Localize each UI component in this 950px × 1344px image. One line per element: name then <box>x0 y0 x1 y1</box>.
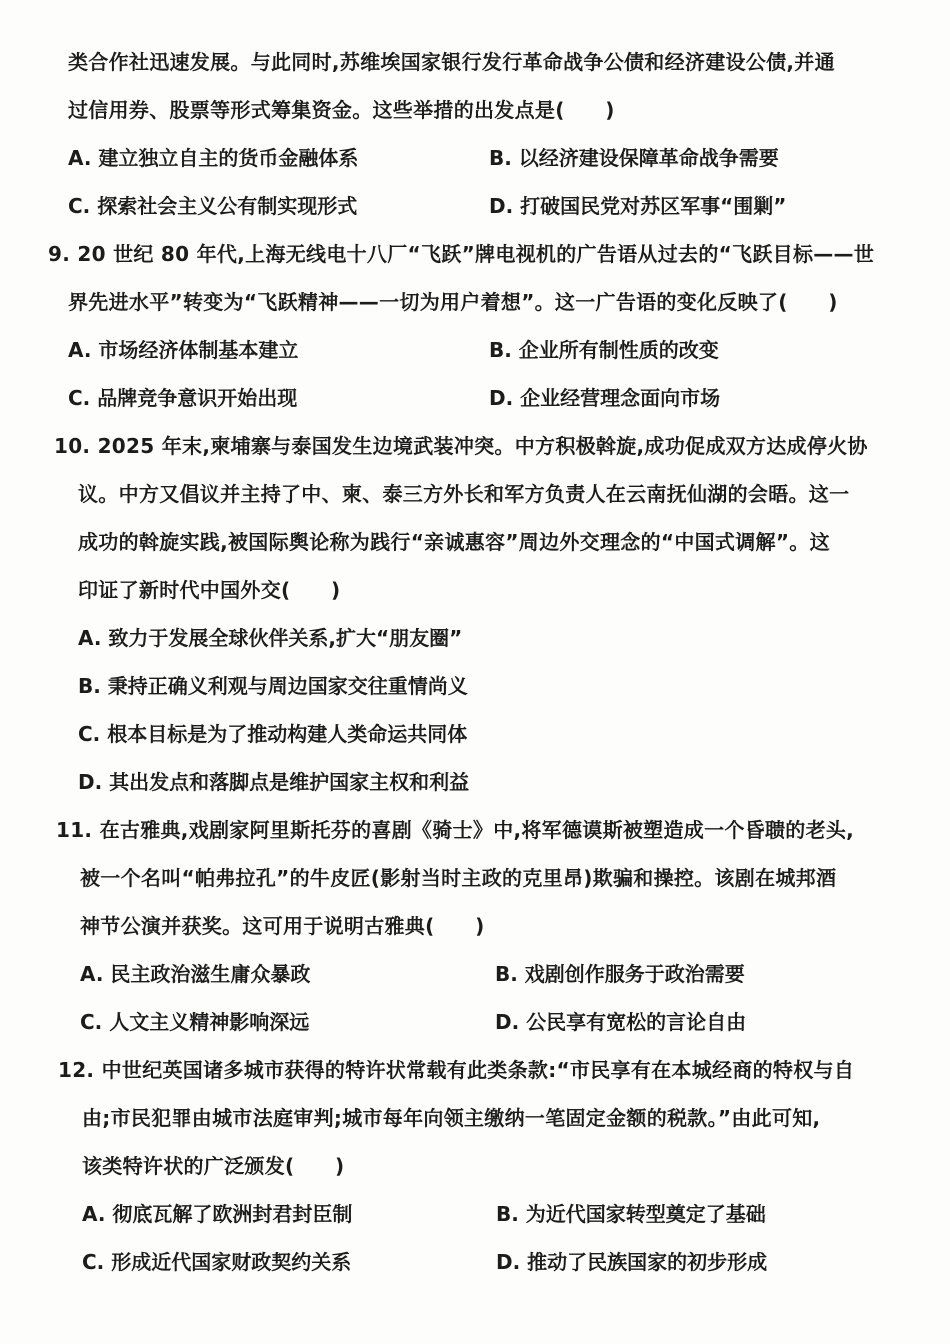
question-10-option-a: A. 致力于发展全球伙伴关系,扩大“朋友圈” <box>78 626 463 650</box>
question-11-options-row-2 <box>56 1010 910 1058</box>
question-12-stem-line-2: 由;市民犯罪由城市法庭审判;城市每年向领主缴纳一笔固定金额的税款。”由此可知, <box>82 1106 821 1130</box>
question-10 <box>54 434 910 818</box>
question-9-stem-line-1: 9. 20 世纪 80 年代,上海无线电十八厂“飞跃”牌电视机的广告语从过去的“飞跃目标——世 <box>48 242 875 266</box>
question-11-option-c: C. 人文主义精神影响深远 <box>80 1010 310 1034</box>
question-10-option-c: C. 根本目标是为了推动构建人类命运共同体 <box>78 722 468 746</box>
question-11-stem-line-1: 11. 在古雅典,戏剧家阿里斯托芬的喜剧《骑士》中,将军德谟斯被塑造成一个昏聩的老头, <box>56 818 855 842</box>
question-10-option-d: D. 其出发点和落脚点是维护国家主权和利益 <box>78 770 470 794</box>
question-12-option-d: D. 推动了民族国家的初步形成 <box>496 1250 768 1274</box>
question-11-option-a: A. 民主政治滋生庸众暴政 <box>80 962 311 986</box>
question-12-option-a: A. 彻底瓦解了欧洲封君封臣制 <box>82 1202 353 1226</box>
question-10-stem-line-4: 印证了新时代中国外交( ) <box>78 578 341 602</box>
question-8-options-row-2 <box>68 194 910 242</box>
question-8-stem-line-1: 类合作社迅速发展。与此同时,苏维埃国家银行发行革命战争公债和经济建设公债,并通 <box>68 50 835 74</box>
question-9-option-d: D. 企业经营理念面向市场 <box>489 386 721 410</box>
question-11 <box>56 818 910 1058</box>
question-10-option-b: B. 秉持正确义利观与周边国家交往重情尚义 <box>78 674 468 698</box>
question-8-option-b: B. 以经济建设保障革命战争需要 <box>489 146 779 170</box>
question-9-options-row-1 <box>48 338 910 386</box>
question-9-option-a: A. 市场经济体制基本建立 <box>68 338 299 362</box>
question-8-option-a: A. 建立独立自主的货币金融体系 <box>68 146 359 170</box>
question-9 <box>48 242 910 434</box>
question-9-stem-line-2: 界先进水平”转变为“飞跃精神——一切为用户着想”。这一广告语的变化反映了( ) <box>68 290 838 314</box>
question-8-stem-line-2: 过信用券、股票等形式筹集资金。这些举措的出发点是( ) <box>68 98 615 122</box>
question-11-option-d: D. 公民享有宽松的言论自由 <box>495 1010 747 1034</box>
question-9-options-row-2 <box>48 386 910 434</box>
question-12-option-b: B. 为近代国家转型奠定了基础 <box>496 1202 766 1226</box>
question-8-option-d: D. 打破国民党对苏区军事“围剿” <box>489 194 787 218</box>
question-11-options-row-1 <box>56 962 910 1010</box>
question-12 <box>58 1058 910 1298</box>
question-12-stem-line-3: 该类特许状的广泛颁发( ) <box>82 1154 345 1178</box>
question-11-stem-line-3: 神节公演并获奖。这可用于说明古雅典( ) <box>80 914 485 938</box>
question-9-option-c: C. 品牌竞争意识开始出现 <box>68 386 298 410</box>
question-9-option-b: B. 企业所有制性质的改变 <box>489 338 719 362</box>
question-11-option-b: B. 戏剧创作服务于政治需要 <box>495 962 745 986</box>
question-8 <box>68 50 910 242</box>
question-12-options-row-1 <box>58 1202 910 1250</box>
question-10-stem-line-3: 成功的斡旋实践,被国际舆论称为践行“亲诚惠容”周边外交理念的“中国式调解”。这 <box>78 530 830 554</box>
question-8-option-c: C. 探索社会主义公有制实现形式 <box>68 194 358 218</box>
question-10-stem-line-2: 议。中方又倡议并主持了中、柬、泰三方外长和军方负责人在云南抚仙湖的会晤。这一 <box>78 482 850 506</box>
question-12-option-c: C. 形成近代国家财政契约关系 <box>82 1250 352 1274</box>
question-11-stem-line-2: 被一个名叫“帕弗拉孔”的牛皮匠(影射当时主政的克里昂)欺骗和操控。该剧在城邦酒 <box>80 866 837 890</box>
question-12-stem-line-1: 12. 中世纪英国诸多城市获得的特许状常载有此类条款:“市民享有在本城经商的特权与自 <box>58 1058 855 1082</box>
question-8-options-row-1 <box>68 146 910 194</box>
question-10-stem-line-1: 10. 2025 年末,柬埔寨与泰国发生边境武装冲突。中方积极斡旋,成功促成双方达成停火协 <box>54 434 868 458</box>
question-12-options-row-2 <box>58 1250 910 1298</box>
